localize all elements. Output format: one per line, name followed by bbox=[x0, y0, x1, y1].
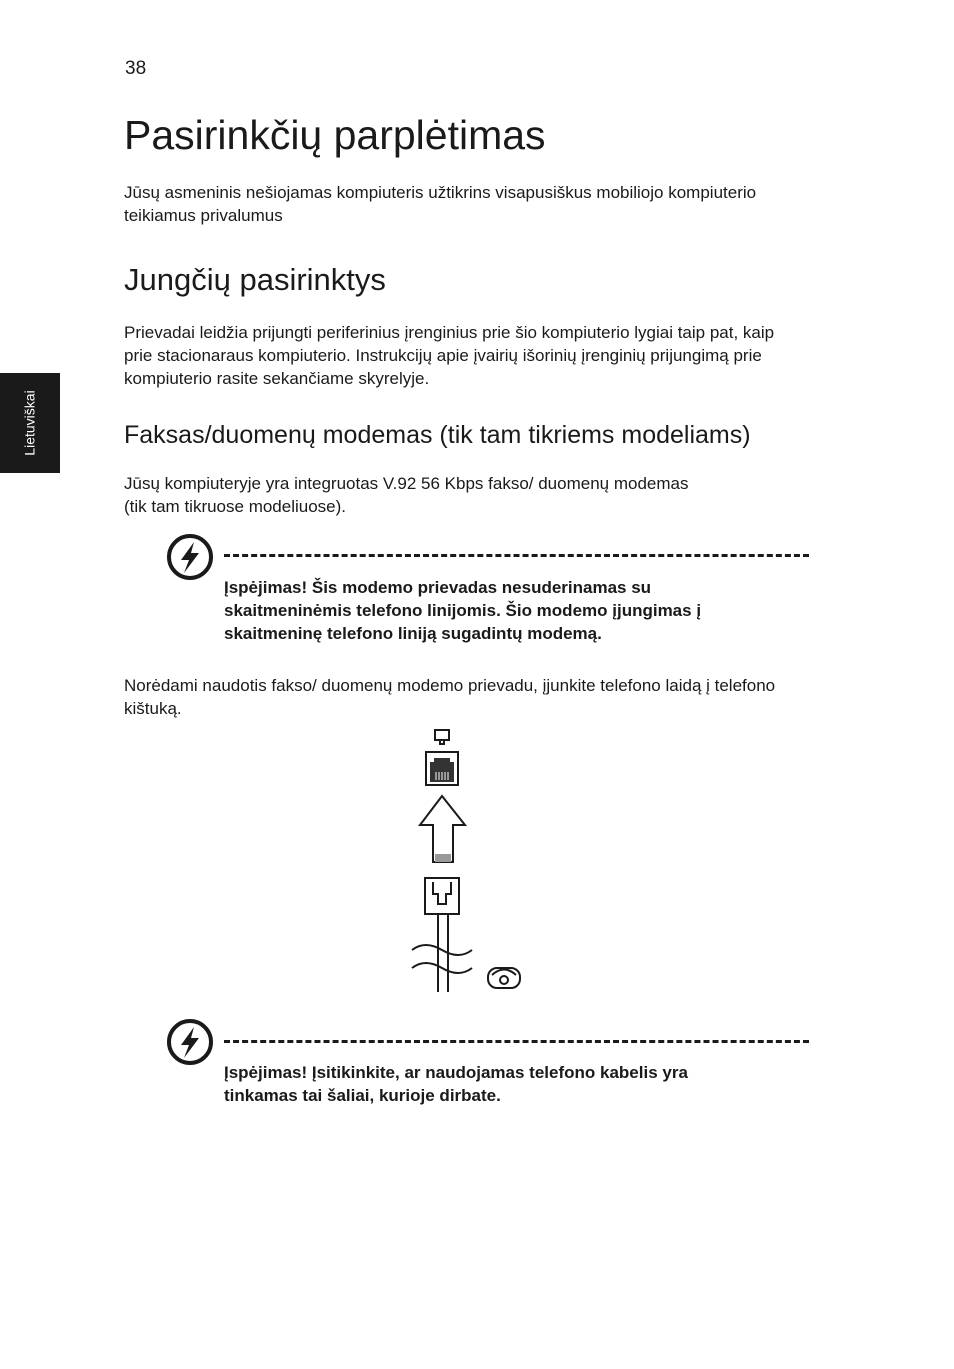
up-arrow-icon bbox=[420, 796, 465, 862]
section-title-modem: Faksas/duomenų modemas (tik tam tikriems modeliams) bbox=[124, 421, 751, 449]
rj11-plug-icon bbox=[425, 878, 459, 992]
intro-paragraph: Jūsų asmeninis nešiojamas kompiuteris užtikrins visapusiškus mobiliojo kompiuterio teikiamus privalumus bbox=[124, 183, 757, 225]
cable-break-icon bbox=[412, 945, 472, 973]
telephone-icon bbox=[488, 968, 520, 988]
warning1-text: Įspėjimas! Šis modemo prievadas nesuderinamas su skaitmeninėmis telefono linijomis. Šio modemo įjungimas į skaitmeninę telefono liniją sugadintų modemą. bbox=[224, 578, 702, 643]
warning2-text: Įspėjimas! Įsitikinkite, ar naudojamas telefono kabelis yra tinkamas tai šaliai, kurioje dirbate. bbox=[224, 1063, 688, 1105]
language-tab-label: Lietuviškai bbox=[22, 390, 38, 456]
language-side-tab bbox=[0, 373, 60, 473]
modem-paragraph-line2: (tik tam tikruose modeliuose). bbox=[124, 497, 347, 516]
page-title: Pasirinkčių parplėtimas bbox=[124, 112, 546, 158]
section-title-connectivity: Jungčių pasirinktys bbox=[124, 262, 386, 297]
warning1-divider bbox=[224, 554, 809, 557]
phone-jack-symbol-icon bbox=[435, 730, 449, 744]
connectivity-paragraph: Prievadai leidžia prijungti periferinius įrenginius prie šio kompiuterio lygiai taip pat, kaip prie stacionaraus kompiuterio. Instrukcijų apie įvairių išorinių įrenginių prijungimą prie kompiuterio rasite sekančiame skyrelyje. bbox=[124, 323, 775, 388]
warning-lightning-icon bbox=[166, 533, 214, 581]
modem-connection-diagram bbox=[400, 722, 540, 1002]
modem-paragraph-line1: Jūsų kompiuteryje yra integruotas V.92 56 Kbps fakso/ duomenų modemas bbox=[124, 474, 689, 493]
instruction-paragraph: Norėdami naudotis fakso/ duomenų modemo prievadu, įjunkite telefono laidą į telefono kištuką. bbox=[124, 676, 776, 718]
rj11-port-icon bbox=[426, 752, 458, 785]
warning-lightning-icon bbox=[166, 1018, 214, 1066]
page-number: 38 bbox=[125, 58, 147, 79]
warning2-divider bbox=[224, 1040, 809, 1043]
